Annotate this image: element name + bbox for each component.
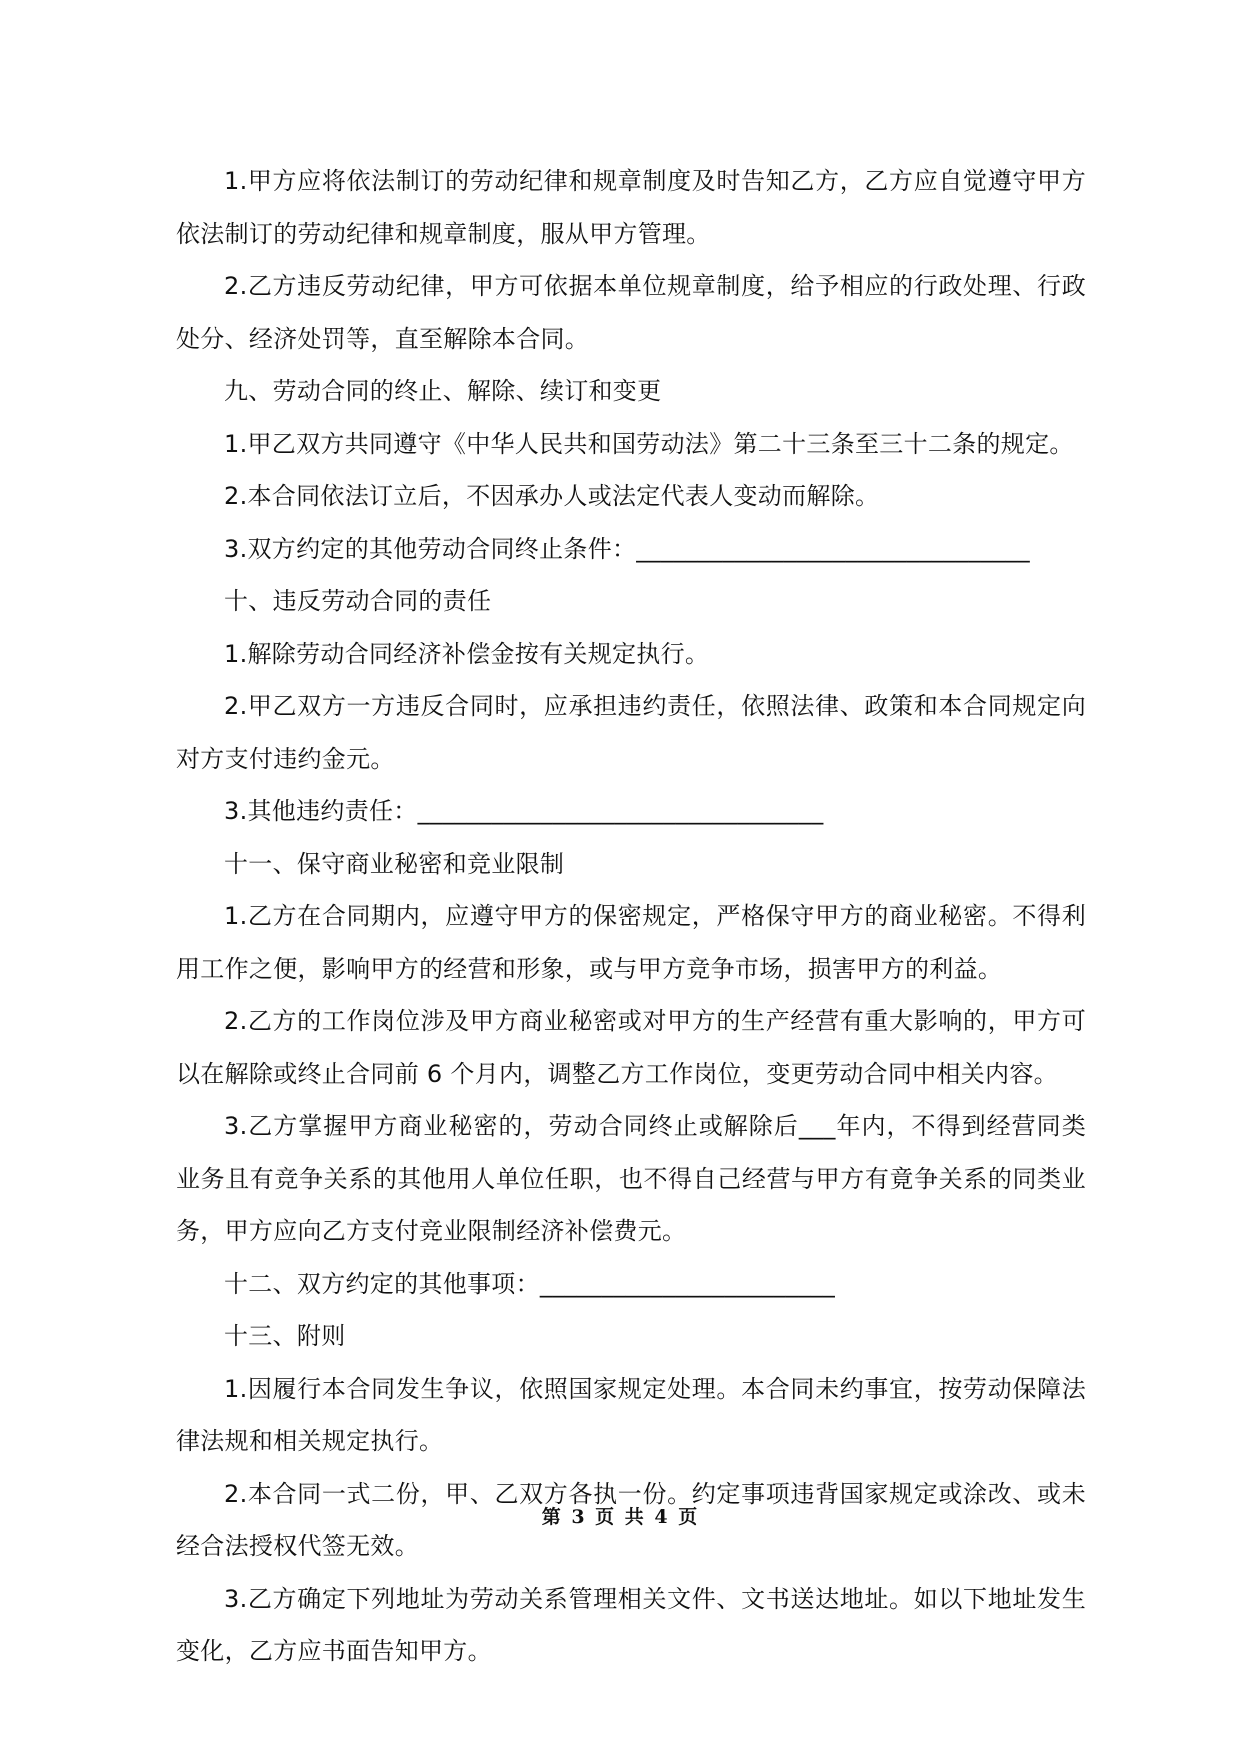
document-body [176, 155, 1086, 1678]
paragraph: 2.甲乙双方一方违反合同时，应承担违约责任，依照法律、政策和本合同规定向对方支付违约金元。 [176, 692, 1086, 773]
paragraph: 2.本合同依法订立后，不因承办人或法定代表人变动而解除。 [224, 482, 880, 510]
section-heading: 九、劳动合同的终止、解除、续订和变更 [224, 377, 662, 405]
paragraph: 1.甲方应将依法制订的劳动纪律和规章制度及时告知乙方，乙方应自觉遵守甲方依法制订的劳动纪律和规章制度，服从甲方管理。 [176, 167, 1086, 248]
paragraph: 2.乙方的工作岗位涉及甲方商业秘密或对甲方的生产经营有重大影响的，甲方可以在解除或终止合同前 6 个月内，调整乙方工作岗位，变更劳动合同中相关内容。 [176, 1007, 1086, 1088]
section-heading: 十二、双方约定的其他事项：________________________ [224, 1269, 836, 1298]
section-heading: 十一、保守商业秘密和竞业限制 [224, 849, 565, 878]
paragraph: 1.乙方在合同期内，应遵守甲方的保密规定，严格保守甲方的商业秘密。不得利用工作之便，影响甲方的经营和形象，或与甲方竞争市场，损害甲方的利益。 [176, 902, 1086, 983]
paragraph: 2.乙方违反劳动纪律，甲方可依据本单位规章制度，给予相应的行政处理、行政处分、经济处罚等，直至解除本合同。 [176, 272, 1086, 353]
paragraph: 1.因履行本合同发生争议，依照国家规定处理。本合同未约事宜，按劳动保障法律法规和相关规定执行。 [176, 1374, 1086, 1455]
paragraph: 3.乙方确定下列地址为劳动关系管理相关文件、文书送达地址。如以下地址发生变化，乙方应书面告知甲方。 [176, 1584, 1086, 1665]
section-heading: 十三、附则 [224, 1322, 346, 1350]
paragraph: 3.双方约定的其他劳动合同终止条件：________________________________ [224, 534, 1030, 563]
page-number: 第 3 页 共 4 页 [541, 1506, 700, 1528]
paragraph: 1.甲乙双方共同遵守《中华人民共和国劳动法》第二十三条至三十二条的规定。 [224, 429, 1074, 458]
paragraph: 1.解除劳动合同经济补偿金按有关规定执行。 [224, 639, 710, 668]
section-heading: 十、违反劳动合同的责任 [224, 587, 492, 615]
paragraph: 3.其他违约责任：_________________________________ [224, 797, 824, 825]
paragraph: 2.本合同一式二份，甲、乙双方各执一份。约定事项违背国家规定或涂改、或未经合法授权代签无效。 [176, 1479, 1086, 1560]
paragraph: 3.乙方掌握甲方商业秘密的，劳动合同终止或解除后___年内，不得到经营同类业务且有竞争关系的其他用人单位任职，也不得自己经营与甲方有竟争关系的同类业务，甲方应向乙方支付竞业限制经济补偿费元。 [176, 1112, 1086, 1245]
